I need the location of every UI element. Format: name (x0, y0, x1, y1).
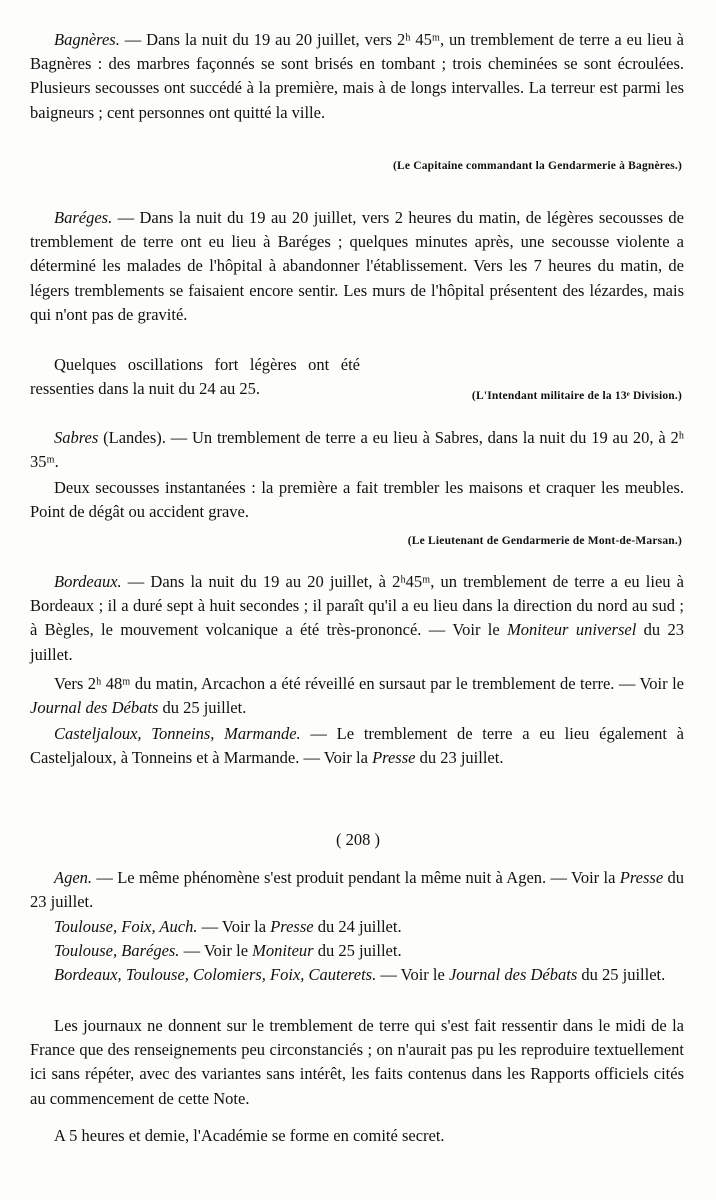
place-name: Sabres (54, 428, 99, 447)
place-name: Baréges. (54, 208, 113, 227)
journal-ref: Moniteur (252, 941, 314, 960)
bagneres-paragraph (30, 28, 684, 125)
journal-ref: Presse (270, 917, 314, 936)
arcachon-paragraph (30, 672, 684, 720)
place-name: Bordeaux, Toulouse, Colomiers, Foix, Cauterets. (54, 965, 377, 984)
summary-paragraph: Les journaux ne donnent sur le tremblement de terre qui s'est fait ressentir dans le midi de la France que des renseignements peu circonstanciés ; on n'aurait pas pu les reproduire textuellement ici sans répéter, avec des variantes sans intérêt, les faits contenus dans les Rapports officiels cités au commencement de cette Note. (30, 1016, 684, 1108)
agen-paragraph (30, 866, 684, 914)
paragraph-text: — Le tremblement de terre a eu lieu également à Casteljaloux, à Tonneins et à Marmande. — Voir la (30, 724, 685, 768)
paragraph-text: du 25 juillet. (577, 965, 666, 984)
bordeaux-toulouse-line (30, 963, 684, 987)
source-attribution: (Le Lieutenant de Gendarmerie de Mont-de-Marsan.) (407, 535, 682, 547)
paragraph-text: — Voir le (376, 965, 449, 984)
toulouse-foix-auch-line (30, 915, 684, 939)
journal-ref: Journal des Débats (448, 965, 578, 984)
place-name: Bordeaux. (54, 572, 122, 591)
journal-ref: Presse (372, 748, 416, 768)
place-name: Agen. (54, 868, 93, 887)
casteljaloux-paragraph (30, 722, 684, 770)
paragraph-text: du 23 juillet. (415, 748, 504, 768)
sabres-extra: Deux secousses instantanées : la première a fait trembler les maisons et craquer les meubles. Point de dégât ou accident grave. (30, 478, 684, 522)
paragraph-text: du 24 juillet. (313, 917, 402, 936)
bareges-extra: Quelques oscillations fort légères ont été ressenties dans la nuit du 24 au 25. (30, 355, 360, 399)
sabres-paragraph (30, 426, 684, 474)
bareges-paragraph (30, 206, 684, 327)
bordeaux-paragraph (30, 570, 684, 667)
paragraph-text: — Dans la nuit du 19 au 20 juillet, à 2ʰ45ᵐ, un tremblement de terre a eu lieu à Bordeaux ; il a duré sept à huit secondes ; il paraît qu'il a eu lieu dans la direction du nord au sud ; à Bègles, le mouvement volcanique a été très-prononcé. — Voir le (30, 572, 684, 640)
paragraph-text: — Voir le (179, 941, 253, 960)
paragraph-text: Vers 2ʰ 48ᵐ du matin, Arcachon a été réveillé en sursaut par le tremblement de terre. — Voir le (54, 674, 684, 693)
paragraph-text: du 25 juillet. (313, 941, 402, 960)
place-name: Bagnères. (54, 30, 120, 49)
journal-ref: Journal des Débats (30, 698, 159, 718)
place-name: Casteljaloux, Tonneins, Marmande. (54, 724, 301, 743)
paragraph-text: — Voir la (197, 917, 271, 936)
paragraph-text: — Dans la nuit du 19 au 20 juillet, vers 2 heures du matin, de légères secousses de tremblement de terre ont eu lieu à Baréges ; quelques minutes après, une secousse violente a déterminé les malades de l'hôpital à abandonner l'établissement. Vers les 7 heures du matin, de légers tremblements se faisaient encore sentir. Les murs de l'hôpital présentent des lézardes, mais qui n'ont pas de gravité. (30, 208, 684, 324)
page-number: ( 208 ) (336, 830, 380, 849)
paragraph-text: du 23 juillet. (30, 868, 684, 912)
paragraph-text: du 23 juillet. (30, 620, 685, 664)
place-name: Toulouse, Baréges. (54, 941, 180, 960)
journal-ref: Moniteur universel (507, 620, 637, 640)
paragraph-text: du 25 juillet. (158, 698, 247, 718)
journal-ref: Presse (619, 868, 664, 887)
toulouse-bareges-line (30, 939, 684, 963)
place-name: Toulouse, Foix, Auch. (54, 917, 198, 936)
source-attribution: (Le Capitaine commandant la Gendarmerie à Bagnères.) (392, 160, 682, 172)
paragraph-text: — Dans la nuit du 19 au 20 juillet, vers 2ʰ 45ᵐ, un tremblement de terre a eu lieu à Bagnères : des marbres façonnés se sont brisés en tombant ; trois cheminées se sont écroulées. Plusieurs secousses ont succédé à la première, mais à de longs intervalles. La terreur est parmi les baigneurs ; cent personnes ont quitté la ville. (30, 30, 684, 122)
paragraph-text: — Le même phénomène s'est produit pendant la même nuit à Agen. — Voir la (92, 868, 620, 887)
closing-line: A 5 heures et demie, l'Académie se forme en comité secret. (54, 1126, 445, 1145)
source-attribution: (L'Intendant militaire de la 13ᵉ Division.) (471, 390, 682, 402)
paragraph-text: (Landes). — Un tremblement de terre a eu lieu à Sabres, dans la nuit du 19 au 20, à 2ʰ 35ᵐ. (30, 428, 684, 472)
